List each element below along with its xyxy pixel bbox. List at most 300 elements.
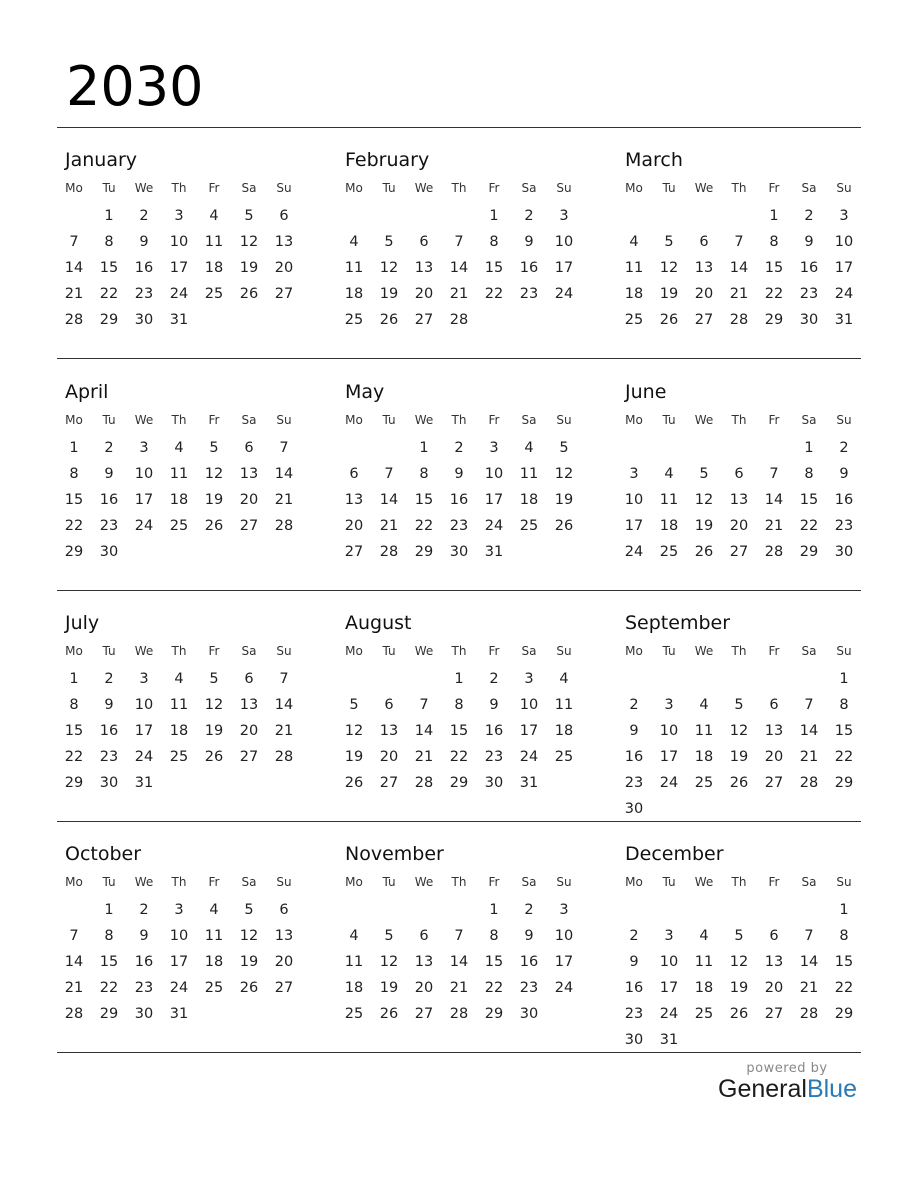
day-cell: 3 [664,697,674,713]
weekday-header: Su [276,644,292,658]
day-cell: 4 [699,697,709,713]
day-cell: 22 [484,286,504,302]
day-cell: 30 [484,775,504,791]
day-cell: 8 [839,928,849,944]
weekday-header: We [414,181,434,195]
generalblue-logo [718,1077,857,1102]
day-cell: 10 [554,234,574,250]
day-cell: 6 [734,466,744,482]
day-cell: 20 [764,749,784,765]
day-cell: 19 [554,492,574,508]
day-cell: 3 [664,928,674,944]
weekday-header: Su [556,875,572,889]
day-cell: 31 [484,544,504,560]
day-cell: 21 [414,749,434,765]
day-cell: 5 [734,928,744,944]
day-cell: 16 [624,980,644,996]
day-cell: 31 [169,312,189,328]
day-cell: 9 [524,928,534,944]
day-cell: 8 [454,697,464,713]
day-cell: 8 [489,928,499,944]
weekday-header: Th [731,644,747,658]
day-cell: 24 [484,518,504,534]
day-cell: 9 [104,466,114,482]
month-name: April [65,381,109,403]
day-cell: 22 [414,518,434,534]
weekday-header: We [414,875,434,889]
weekday-header: Su [276,181,292,195]
month-june [625,383,870,603]
day-cell: 13 [414,260,434,276]
day-cell: 27 [414,1006,434,1022]
day-cell: 16 [99,723,119,739]
day-cell: 19 [239,954,259,970]
day-cell: 13 [274,928,294,944]
day-cell: 9 [139,928,149,944]
day-cell: 29 [484,1006,504,1022]
day-cell: 19 [204,492,224,508]
day-cell: 3 [559,902,569,918]
day-cell: 9 [139,234,149,250]
day-cell: 18 [204,954,224,970]
weekday-header: Fr [768,875,780,889]
weekday-header: Su [836,644,852,658]
weekday-header: Mo [65,181,83,195]
day-cell: 6 [384,697,394,713]
day-cell: 8 [104,234,114,250]
day-cell: 28 [64,312,84,328]
day-cell: 25 [204,980,224,996]
weekday-header: Mo [625,181,643,195]
weekday-header: Sa [521,644,537,658]
day-cell: 17 [659,749,679,765]
day-cell: 1 [69,671,79,687]
weekday-header: Fr [488,413,500,427]
day-cell: 12 [694,492,714,508]
day-cell: 16 [799,260,819,276]
day-cell: 11 [519,466,539,482]
weekday-header: Sa [801,875,817,889]
day-cell: 2 [629,928,639,944]
day-cell: 18 [554,723,574,739]
day-cell: 11 [344,260,364,276]
day-cell: 28 [414,775,434,791]
weekday-header: Th [451,875,467,889]
day-cell: 27 [379,775,399,791]
day-cell: 31 [659,1032,679,1048]
day-cell: 4 [559,671,569,687]
weekday-header: Su [836,413,852,427]
day-cell: 1 [839,902,849,918]
day-cell: 23 [449,518,469,534]
day-cell: 3 [559,208,569,224]
day-cell: 22 [484,980,504,996]
day-cell: 20 [729,518,749,534]
day-cell: 7 [69,928,79,944]
month-november [345,845,590,1065]
day-cell: 24 [134,518,154,534]
day-cell: 9 [839,466,849,482]
day-cell: 8 [69,466,79,482]
day-cell: 24 [169,980,189,996]
day-cell: 31 [169,1006,189,1022]
day-cell: 20 [414,980,434,996]
day-cell: 5 [734,697,744,713]
logo-text-general: General [718,1075,807,1103]
day-cell: 30 [134,1006,154,1022]
weekday-header: Tu [102,413,116,427]
weekday-header: Mo [625,644,643,658]
day-cell: 2 [139,208,149,224]
month-name: August [345,612,412,634]
day-cell: 8 [804,466,814,482]
day-cell: 19 [729,980,749,996]
weekday-header: Tu [102,644,116,658]
month-october [65,845,310,1065]
day-cell: 26 [659,312,679,328]
day-cell: 5 [664,234,674,250]
day-cell: 18 [624,286,644,302]
day-cell: 15 [449,723,469,739]
day-cell: 20 [764,980,784,996]
day-cell: 26 [379,312,399,328]
day-cell: 22 [764,286,784,302]
day-cell: 12 [659,260,679,276]
day-cell: 16 [99,492,119,508]
weekday-header: We [694,875,714,889]
month-may [345,383,590,603]
day-cell: 25 [694,1006,714,1022]
weekday-header: Mo [345,413,363,427]
day-cell: 5 [244,902,254,918]
day-cell: 4 [174,671,184,687]
day-cell: 21 [764,518,784,534]
day-cell: 24 [554,980,574,996]
day-cell: 22 [834,749,854,765]
day-cell: 25 [344,312,364,328]
day-cell: 23 [799,286,819,302]
day-cell: 3 [489,440,499,456]
day-cell: 21 [449,980,469,996]
day-cell: 11 [169,466,189,482]
day-cell: 14 [799,723,819,739]
day-cell: 2 [139,902,149,918]
day-cell: 22 [799,518,819,534]
day-cell: 2 [454,440,464,456]
day-cell: 14 [414,723,434,739]
month-name: May [345,381,385,403]
day-cell: 22 [64,749,84,765]
day-cell: 17 [134,723,154,739]
day-cell: 1 [489,208,499,224]
day-cell: 5 [384,234,394,250]
day-cell: 26 [239,980,259,996]
day-cell: 4 [209,902,219,918]
weekday-header: Th [731,181,747,195]
day-cell: 23 [519,286,539,302]
day-cell: 14 [729,260,749,276]
day-cell: 17 [169,954,189,970]
day-cell: 7 [69,234,79,250]
day-cell: 2 [839,440,849,456]
day-cell: 11 [169,697,189,713]
weekday-header: Mo [345,875,363,889]
day-cell: 2 [489,671,499,687]
day-cell: 18 [344,286,364,302]
weekday-header: Fr [488,644,500,658]
day-cell: 15 [99,954,119,970]
weekday-header: Mo [65,413,83,427]
divider-top [57,127,861,128]
day-cell: 13 [414,954,434,970]
day-cell: 22 [99,286,119,302]
day-cell: 23 [134,286,154,302]
day-cell: 6 [699,234,709,250]
day-cell: 16 [449,492,469,508]
weekday-header: Tu [102,875,116,889]
day-cell: 12 [379,260,399,276]
weekday-header: Fr [208,644,220,658]
day-cell: 14 [274,697,294,713]
day-cell: 19 [204,723,224,739]
day-cell: 12 [239,234,259,250]
day-cell: 27 [239,749,259,765]
weekday-header: Sa [241,181,257,195]
day-cell: 2 [524,902,534,918]
day-cell: 13 [379,723,399,739]
day-cell: 12 [554,466,574,482]
day-cell: 11 [204,928,224,944]
day-cell: 18 [344,980,364,996]
weekday-header: Tu [662,875,676,889]
day-cell: 15 [414,492,434,508]
day-cell: 14 [64,954,84,970]
weekday-header: We [134,875,154,889]
day-cell: 5 [384,928,394,944]
day-cell: 23 [624,775,644,791]
day-cell: 1 [419,440,429,456]
day-cell: 27 [764,775,784,791]
day-cell: 29 [64,775,84,791]
day-cell: 3 [839,208,849,224]
day-cell: 15 [834,723,854,739]
day-cell: 6 [349,466,359,482]
day-cell: 18 [694,980,714,996]
day-cell: 7 [419,697,429,713]
day-cell: 24 [134,749,154,765]
weekday-header: Th [171,644,187,658]
logo-text-blue: Blue [806,1075,857,1103]
weekday-header: Sa [521,875,537,889]
weekday-header: Sa [241,875,257,889]
day-cell: 1 [104,208,114,224]
day-cell: 14 [379,492,399,508]
day-cell: 29 [414,544,434,560]
day-cell: 26 [694,544,714,560]
weekday-header: Th [731,875,747,889]
weekday-header: Tu [382,644,396,658]
day-cell: 1 [769,208,779,224]
day-cell: 20 [379,749,399,765]
day-cell: 30 [449,544,469,560]
day-cell: 29 [99,1006,119,1022]
day-cell: 3 [174,208,184,224]
day-cell: 27 [274,980,294,996]
day-cell: 25 [554,749,574,765]
day-cell: 13 [344,492,364,508]
day-cell: 6 [279,902,289,918]
day-cell: 25 [169,518,189,534]
month-name: January [65,149,138,171]
month-name: July [65,612,100,634]
day-cell: 7 [769,466,779,482]
day-cell: 10 [484,466,504,482]
day-cell: 7 [734,234,744,250]
month-name: December [625,843,724,865]
day-cell: 10 [834,234,854,250]
weekday-header: Fr [768,413,780,427]
day-cell: 2 [104,440,114,456]
day-cell: 12 [239,928,259,944]
day-cell: 22 [64,518,84,534]
month-july [65,614,310,834]
day-cell: 28 [799,1006,819,1022]
day-cell: 26 [729,1006,749,1022]
day-cell: 25 [659,544,679,560]
day-cell: 21 [274,723,294,739]
day-cell: 9 [489,697,499,713]
day-cell: 17 [834,260,854,276]
day-cell: 31 [134,775,154,791]
day-cell: 19 [694,518,714,534]
day-cell: 13 [764,723,784,739]
day-cell: 20 [239,492,259,508]
day-cell: 30 [519,1006,539,1022]
day-cell: 9 [454,466,464,482]
weekday-header: Su [836,181,852,195]
day-cell: 25 [519,518,539,534]
weekday-header: We [414,644,434,658]
weekday-header: Mo [345,181,363,195]
day-cell: 18 [204,260,224,276]
day-cell: 22 [449,749,469,765]
weekday-header: Th [171,181,187,195]
day-cell: 11 [694,954,714,970]
day-cell: 28 [379,544,399,560]
day-cell: 15 [64,723,84,739]
day-cell: 4 [349,234,359,250]
weekday-header: Fr [208,875,220,889]
day-cell: 24 [169,286,189,302]
day-cell: 4 [524,440,534,456]
month-january [65,151,310,371]
day-cell: 25 [694,775,714,791]
day-cell: 15 [834,954,854,970]
day-cell: 30 [99,775,119,791]
day-cell: 14 [799,954,819,970]
weekday-header: Sa [241,413,257,427]
day-cell: 28 [799,775,819,791]
day-cell: 21 [274,492,294,508]
month-name: February [345,149,430,171]
day-cell: 3 [524,671,534,687]
day-cell: 28 [274,749,294,765]
day-cell: 6 [769,697,779,713]
day-cell: 13 [239,466,259,482]
day-cell: 25 [344,1006,364,1022]
month-march [625,151,870,371]
day-cell: 9 [629,954,639,970]
weekday-header: Tu [382,413,396,427]
day-cell: 3 [629,466,639,482]
weekday-header: Tu [662,644,676,658]
day-cell: 12 [204,697,224,713]
weekday-header: Th [171,413,187,427]
weekday-header: We [134,644,154,658]
day-cell: 6 [244,671,254,687]
month-name: September [625,612,731,634]
day-cell: 21 [64,980,84,996]
day-cell: 20 [274,260,294,276]
day-cell: 28 [64,1006,84,1022]
day-cell: 16 [134,954,154,970]
weekday-header: Th [731,413,747,427]
weekday-header: Tu [102,181,116,195]
day-cell: 5 [244,208,254,224]
weekday-header: Fr [488,875,500,889]
day-cell: 1 [489,902,499,918]
day-cell: 4 [629,234,639,250]
day-cell: 14 [449,260,469,276]
day-cell: 13 [274,234,294,250]
day-cell: 21 [799,749,819,765]
day-cell: 10 [134,697,154,713]
day-cell: 23 [99,518,119,534]
day-cell: 12 [379,954,399,970]
day-cell: 9 [524,234,534,250]
day-cell: 4 [209,208,219,224]
day-cell: 4 [174,440,184,456]
day-cell: 24 [624,544,644,560]
day-cell: 31 [834,312,854,328]
month-name: June [625,381,667,403]
day-cell: 30 [624,1032,644,1048]
day-cell: 27 [239,518,259,534]
day-cell: 21 [449,286,469,302]
day-cell: 17 [554,954,574,970]
weekday-header: Su [556,413,572,427]
day-cell: 10 [624,492,644,508]
day-cell: 10 [519,697,539,713]
day-cell: 29 [99,312,119,328]
day-cell: 21 [64,286,84,302]
day-cell: 3 [139,671,149,687]
day-cell: 26 [379,1006,399,1022]
day-cell: 15 [799,492,819,508]
weekday-header: Sa [241,644,257,658]
day-cell: 29 [449,775,469,791]
day-cell: 1 [69,440,79,456]
day-cell: 14 [764,492,784,508]
day-cell: 17 [624,518,644,534]
day-cell: 11 [659,492,679,508]
day-cell: 19 [729,749,749,765]
weekday-header: We [134,413,154,427]
month-september [625,614,870,834]
day-cell: 13 [729,492,749,508]
day-cell: 11 [204,234,224,250]
day-cell: 23 [99,749,119,765]
